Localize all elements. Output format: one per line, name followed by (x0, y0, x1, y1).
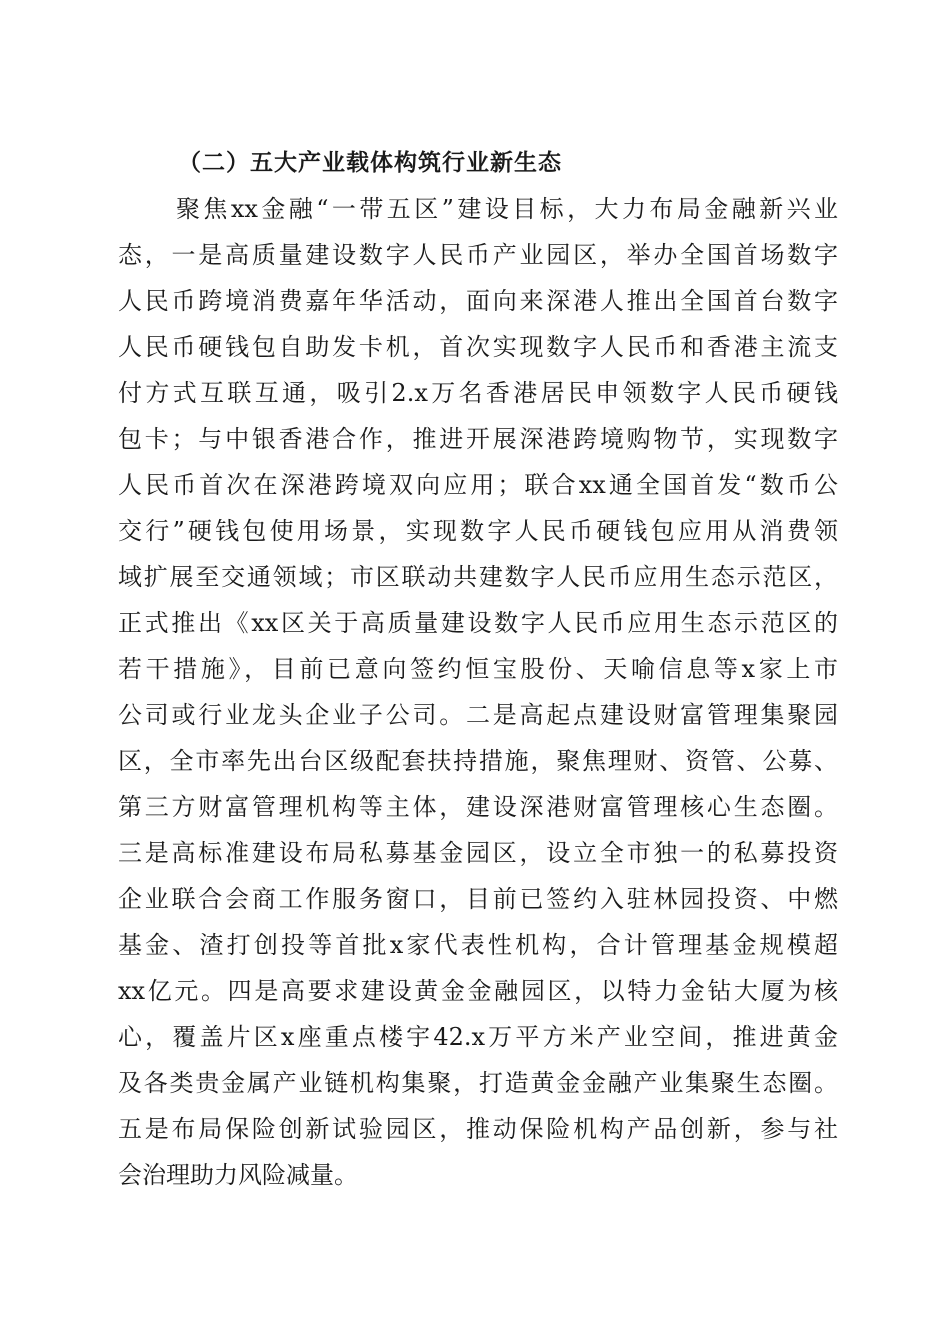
paragraph-line: 包卡；与中银香港合作，推进开展深港跨境购物节，实现数字 (118, 425, 838, 453)
paragraph-line: 付方式互联互通，吸引2.x万名香港居民申领数字人民币硬钱 (118, 379, 838, 407)
paragraph-line: 及各类贵金属产业链机构集聚，打造黄金金融产业集聚生态圈。 (118, 1069, 838, 1097)
section-heading: （二）五大产业载体构筑行业新生态 (178, 149, 562, 176)
paragraph-line: 企业联合会商工作服务窗口，目前已签约入驻林园投资、中燃 (118, 885, 838, 913)
paragraph-line: 五是布局保险创新试验园区，推动保险机构产品创新，参与社 (118, 1115, 838, 1143)
paragraph-line: 若干措施》，目前已意向签约恒宝股份、天喻信息等x家上市 (118, 655, 838, 683)
paragraph-line: 会治理助力风险减量。 (118, 1161, 358, 1189)
paragraph-line: xx亿元。四是高要求建设黄金金融园区，以特力金钻大厦为核 (118, 977, 838, 1005)
paragraph-line: 心，覆盖片区x座重点楼宇42.x万平方米产业空间，推进黄金 (118, 1023, 838, 1051)
paragraph-line: 区，全市率先出台区级配套扶持措施，聚焦理财、资管、公募、 (118, 747, 838, 775)
paragraph-line: 聚焦xx金融“一带五区”建设目标，大力布局金融新兴业 (176, 195, 838, 223)
paragraph-line: 基金、渣打创投等首批x家代表性机构，合计管理基金规模超 (118, 931, 838, 959)
paragraph-line: 交行”硬钱包使用场景，实现数字人民币硬钱包应用从消费领 (118, 517, 838, 545)
paragraph-line: 正式推出《xx区关于高质量建设数字人民币应用生态示范区的 (118, 609, 838, 637)
section-body (118, 186, 838, 1198)
paragraph-line: 三是高标准建设布局私募基金园区，设立全市独一的私募投资 (118, 839, 838, 867)
paragraph-line: 人民币首次在深港跨境双向应用；联合xx通全国首发“数币公 (118, 471, 838, 499)
paragraph-line: 人民币硬钱包自助发卡机，首次实现数字人民币和香港主流支 (118, 333, 838, 361)
paragraph-line: 域扩展至交通领域；市区联动共建数字人民币应用生态示范区， (118, 563, 838, 591)
paragraph-line: 第三方财富管理机构等主体，建设深港财富管理核心生态圈。 (118, 793, 838, 821)
paragraph-line: 态，一是高质量建设数字人民币产业园区，举办全国首场数字 (118, 241, 838, 269)
paragraph-line: 公司或行业龙头企业子公司。二是高起点建设财富管理集聚园 (118, 701, 838, 729)
paragraph-line: 人民币跨境消费嘉年华活动，面向来深港人推出全国首台数字 (118, 287, 838, 315)
